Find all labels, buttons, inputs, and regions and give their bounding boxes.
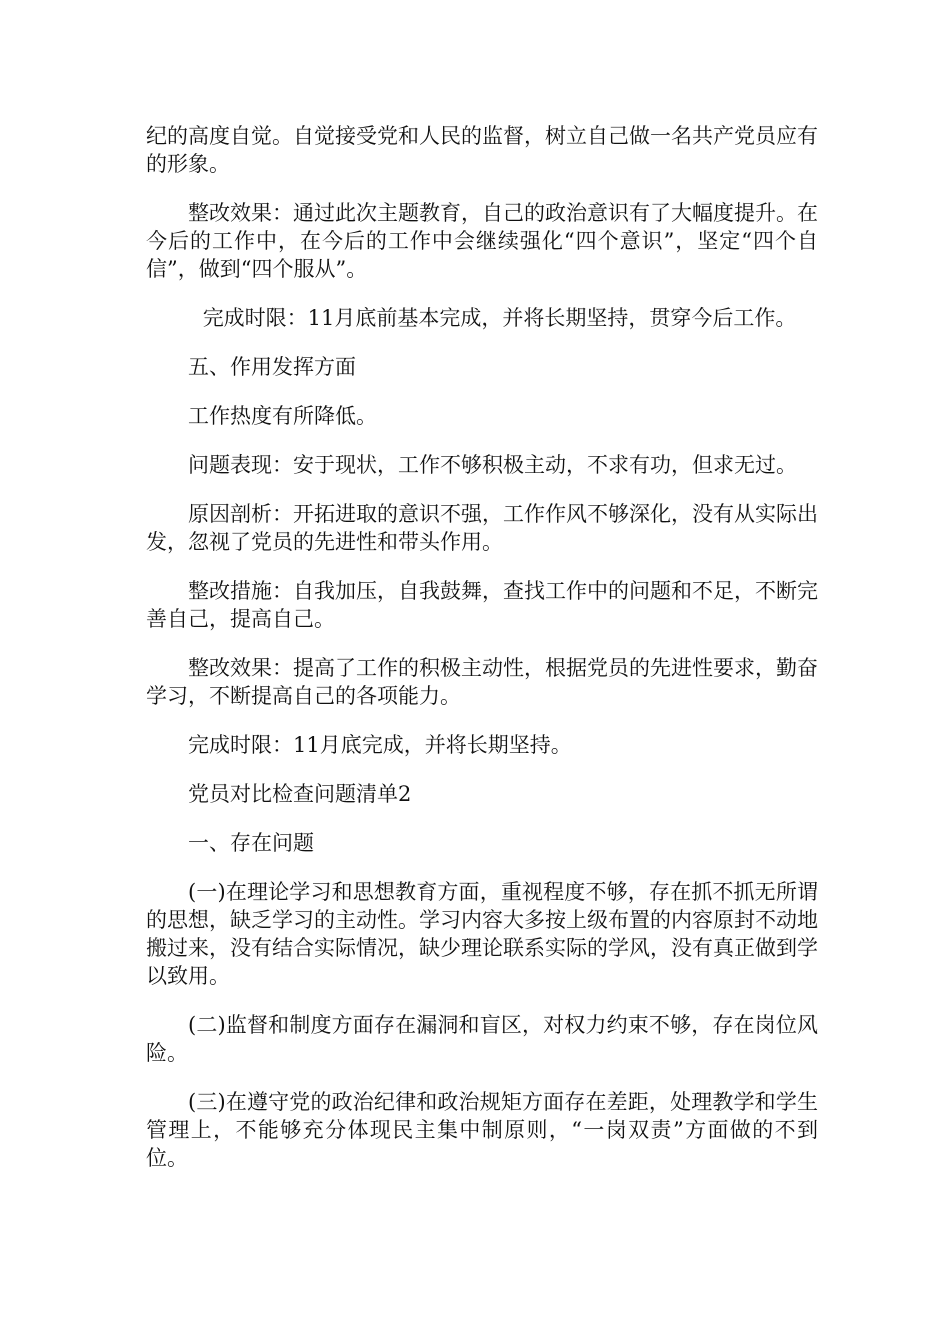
paragraph-rectification-effect-2: 整改效果：提高了工作的积极主动性，根据党员的先进性要求，勤奋学习，不断提高自己的各项能力。 <box>146 656 818 708</box>
paragraph-problem-2: (二)监督和制度方面存在漏洞和盲区，对权力约束不够，存在岗位风险。 <box>146 1013 818 1065</box>
document-body <box>146 122 818 1193</box>
paragraph-rectification-effect-1: 整改效果：通过此次主题教育，自己的政治意识有了大幅度提升。在今后的工作中，在今后的工作中会继续强化“四个意识”，坚定“四个自信”，做到“四个服从”。 <box>146 201 818 281</box>
paragraph-problem-manifestation: 问题表现：安于现状，工作不够积极主动，不求有功，但求无过。 <box>188 453 797 477</box>
paragraph-continuation: 纪的高度自觉。自觉接受党和人民的监督，树立自己做一名共产党员应有的形象。 <box>146 124 818 176</box>
paragraph-work-enthusiasm: 工作热度有所降低。 <box>188 404 377 428</box>
paragraph-cause-analysis: 原因剖析：开拓进取的意识不强，工作作风不够深化，没有从实际出发，忽视了党员的先进性和带头作用。 <box>146 502 818 554</box>
section-title-checklist-2: 党员对比检查问题清单2 <box>188 782 412 806</box>
section-heading-role: 五、作用发挥方面 <box>188 355 356 379</box>
paragraph-deadline-1: 完成时限：11月底前基本完成，并将长期坚持，贯穿今后工作。 <box>202 306 797 330</box>
paragraph-problem-1: (一)在理论学习和思想教育方面，重视程度不够，存在抓不抓无所谓的思想，缺乏学习的主动性。学习内容大多按上级布置的内容原封不动地搬过来，没有结合实际情况，缺少理论联系实际的学风，没有真正做到学以致用。 <box>146 880 818 988</box>
section-heading-existing-problems: 一、存在问题 <box>188 831 314 855</box>
paragraph-problem-3: (三)在遵守党的政治纪律和政治规矩方面存在差距，处理教学和学生管理上，不能够充分体现民主集中制原则，“一岗双责”方面做的不到位。 <box>146 1090 818 1170</box>
paragraph-deadline-2: 完成时限：11月底完成，并将长期坚持。 <box>188 733 572 757</box>
paragraph-rectification-measures: 整改措施：自我加压，自我鼓舞，查找工作中的问题和不足，不断完善自己，提高自己。 <box>146 579 818 631</box>
